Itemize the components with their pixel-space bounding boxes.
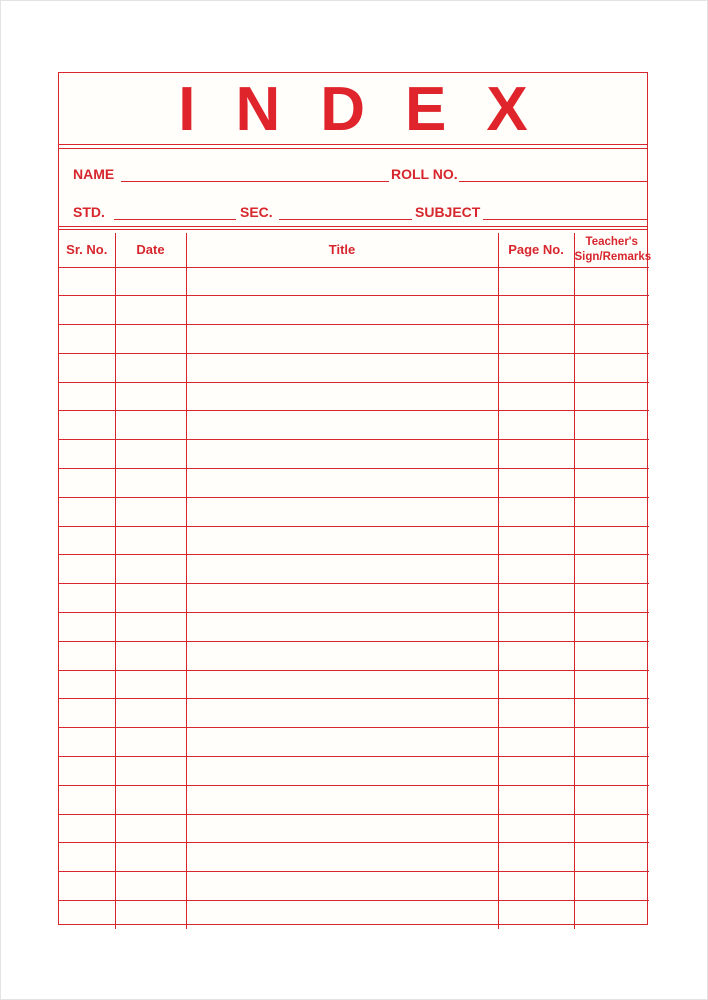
remarks-cell[interactable] (574, 296, 649, 325)
sr-no-cell[interactable] (59, 382, 115, 411)
date-cell[interactable] (115, 584, 186, 613)
date-header: Date (115, 233, 186, 267)
table-row (59, 728, 649, 757)
page-no-cell[interactable] (498, 267, 574, 296)
table-row (59, 641, 649, 670)
remarks-cell[interactable] (574, 469, 649, 498)
sr-no-cell[interactable] (59, 267, 115, 296)
title-header: Title (186, 233, 498, 267)
table-row (59, 901, 649, 930)
page-title: INDEX (178, 74, 568, 144)
table-row (59, 411, 649, 440)
date-cell[interactable] (115, 469, 186, 498)
remarks-cell[interactable] (574, 814, 649, 843)
sr-no-cell[interactable] (59, 843, 115, 872)
date-cell[interactable] (115, 814, 186, 843)
std-field[interactable] (114, 219, 236, 220)
remarks-cell[interactable] (574, 641, 649, 670)
date-cell[interactable] (115, 296, 186, 325)
sr-no-cell[interactable] (59, 353, 115, 382)
title-cell[interactable] (186, 872, 498, 901)
title-cell[interactable] (186, 411, 498, 440)
title-cell[interactable] (186, 670, 498, 699)
title-cell[interactable] (186, 353, 498, 382)
table-row (59, 353, 649, 382)
table-row (59, 872, 649, 901)
sr-no-cell[interactable] (59, 325, 115, 354)
page-no-cell[interactable] (498, 325, 574, 354)
title-cell[interactable] (186, 296, 498, 325)
sec-label: SEC. (240, 204, 273, 220)
remarks-cell[interactable] (574, 411, 649, 440)
title-cell[interactable] (186, 814, 498, 843)
table-row (59, 555, 649, 584)
date-cell[interactable] (115, 785, 186, 814)
table-row (59, 296, 649, 325)
date-cell[interactable] (115, 353, 186, 382)
page-no-cell[interactable] (498, 670, 574, 699)
table-row (59, 584, 649, 613)
sr-no-cell[interactable] (59, 469, 115, 498)
page-no-cell[interactable] (498, 641, 574, 670)
title-double-rule (59, 148, 647, 149)
title-cell[interactable] (186, 785, 498, 814)
page-no-cell[interactable] (498, 728, 574, 757)
sr-no-cell[interactable] (59, 526, 115, 555)
table-row (59, 843, 649, 872)
title-cell[interactable] (186, 757, 498, 786)
page-no-cell[interactable] (498, 757, 574, 786)
subject-field[interactable] (483, 219, 647, 220)
table-row (59, 325, 649, 354)
index-sheet (58, 72, 652, 925)
date-cell[interactable] (115, 843, 186, 872)
remarks-cell[interactable] (574, 555, 649, 584)
page-no-cell[interactable] (498, 296, 574, 325)
page-no-cell[interactable] (498, 872, 574, 901)
page-no-cell[interactable] (498, 901, 574, 930)
sr-no-cell[interactable] (59, 670, 115, 699)
title-cell[interactable] (186, 613, 498, 642)
date-cell[interactable] (115, 613, 186, 642)
page-no-cell[interactable] (498, 555, 574, 584)
remarks-cell[interactable] (574, 526, 649, 555)
remarks-cell[interactable] (574, 267, 649, 296)
date-cell[interactable] (115, 325, 186, 354)
table-row (59, 699, 649, 728)
page-no-cell[interactable] (498, 699, 574, 728)
title-cell[interactable] (186, 267, 498, 296)
page-no-cell[interactable] (498, 843, 574, 872)
page-no-cell[interactable] (498, 613, 574, 642)
sr-no-cell[interactable] (59, 497, 115, 526)
table-row (59, 757, 649, 786)
date-cell[interactable] (115, 382, 186, 411)
page-no-cell[interactable] (498, 469, 574, 498)
table-row (59, 526, 649, 555)
remarks-cell[interactable] (574, 843, 649, 872)
remarks-cell[interactable] (574, 699, 649, 728)
name-label: NAME (73, 166, 115, 182)
page-no-cell[interactable] (498, 526, 574, 555)
date-cell[interactable] (115, 670, 186, 699)
title-cell[interactable] (186, 526, 498, 555)
sr-no-cell[interactable] (59, 411, 115, 440)
page-no-cell[interactable] (498, 584, 574, 613)
page-no-cell[interactable] (498, 497, 574, 526)
remarks-cell[interactable] (574, 757, 649, 786)
page-no-cell[interactable] (498, 382, 574, 411)
sec-field[interactable] (279, 219, 412, 220)
sr-no-cell[interactable] (59, 641, 115, 670)
title-cell[interactable] (186, 497, 498, 526)
date-cell[interactable] (115, 699, 186, 728)
table-row (59, 613, 649, 642)
table-row (59, 814, 649, 843)
index-table (59, 233, 652, 929)
title-cell[interactable] (186, 699, 498, 728)
sr-no-cell[interactable] (59, 613, 115, 642)
title-cell[interactable] (186, 843, 498, 872)
remarks-cell[interactable] (574, 613, 649, 642)
table-row (59, 469, 649, 498)
table-row (59, 670, 649, 699)
table-row (59, 382, 649, 411)
sr-no-cell[interactable] (59, 555, 115, 584)
date-cell[interactable] (115, 411, 186, 440)
sr-no-cell[interactable] (59, 757, 115, 786)
table-header-row (59, 233, 649, 267)
subject-label: SUBJECT (415, 204, 481, 220)
date-cell[interactable] (115, 440, 186, 469)
date-cell[interactable] (115, 901, 186, 930)
sr-no-cell[interactable] (59, 584, 115, 613)
roll-no-label: ROLL NO. (391, 166, 458, 182)
date-cell[interactable] (115, 641, 186, 670)
page-no-cell[interactable] (498, 353, 574, 382)
title-cell[interactable] (186, 728, 498, 757)
sr-no-cell[interactable] (59, 296, 115, 325)
remarks-cell[interactable] (574, 584, 649, 613)
title-cell[interactable] (186, 641, 498, 670)
table-row (59, 785, 649, 814)
table-body (59, 267, 649, 929)
table-row (59, 497, 649, 526)
std-label: STD. (73, 204, 105, 220)
date-cell[interactable] (115, 267, 186, 296)
page-no-cell[interactable] (498, 411, 574, 440)
page-no-cell[interactable] (498, 440, 574, 469)
date-cell[interactable] (115, 757, 186, 786)
sr-no-cell[interactable] (59, 440, 115, 469)
page-no-cell[interactable] (498, 785, 574, 814)
page-no-cell[interactable] (498, 814, 574, 843)
student-info-section (59, 150, 647, 230)
remarks-cell[interactable] (574, 325, 649, 354)
remarks-cell[interactable] (574, 670, 649, 699)
sr-no-cell[interactable] (59, 872, 115, 901)
title-cell[interactable] (186, 325, 498, 354)
date-cell[interactable] (115, 555, 186, 584)
date-cell[interactable] (115, 526, 186, 555)
remarks-cell[interactable] (574, 728, 649, 757)
title-cell[interactable] (186, 584, 498, 613)
page-no-header: Page No. (498, 233, 574, 267)
title-cell[interactable] (186, 469, 498, 498)
title-band (59, 73, 647, 145)
remarks-header-line1: Teacher's (585, 235, 638, 248)
sr-no-header: Sr. No. (59, 233, 115, 267)
date-cell[interactable] (115, 728, 186, 757)
sr-no-cell[interactable] (59, 814, 115, 843)
sr-no-cell[interactable] (59, 785, 115, 814)
title-cell[interactable] (186, 440, 498, 469)
sr-no-cell[interactable] (59, 901, 115, 930)
remarks-header-line2: Sign/Remarks (574, 250, 652, 263)
roll-no-field[interactable] (459, 181, 647, 182)
remarks-cell[interactable] (574, 901, 649, 930)
sr-no-cell[interactable] (59, 728, 115, 757)
remarks-cell[interactable] (574, 440, 649, 469)
title-cell[interactable] (186, 555, 498, 584)
info-bottom-rule (59, 226, 647, 227)
info-bottom-rule-double (59, 229, 647, 230)
name-field[interactable] (121, 181, 389, 182)
remarks-cell[interactable] (574, 785, 649, 814)
sr-no-cell[interactable] (59, 699, 115, 728)
remarks-cell[interactable] (574, 382, 649, 411)
remarks-header (574, 233, 652, 267)
remarks-cell[interactable] (574, 497, 649, 526)
table-row (59, 267, 649, 296)
table-row (59, 440, 649, 469)
date-cell[interactable] (115, 497, 186, 526)
title-cell[interactable] (186, 382, 498, 411)
remarks-cell[interactable] (574, 872, 649, 901)
remarks-cell[interactable] (574, 353, 649, 382)
title-cell[interactable] (186, 901, 498, 930)
date-cell[interactable] (115, 872, 186, 901)
